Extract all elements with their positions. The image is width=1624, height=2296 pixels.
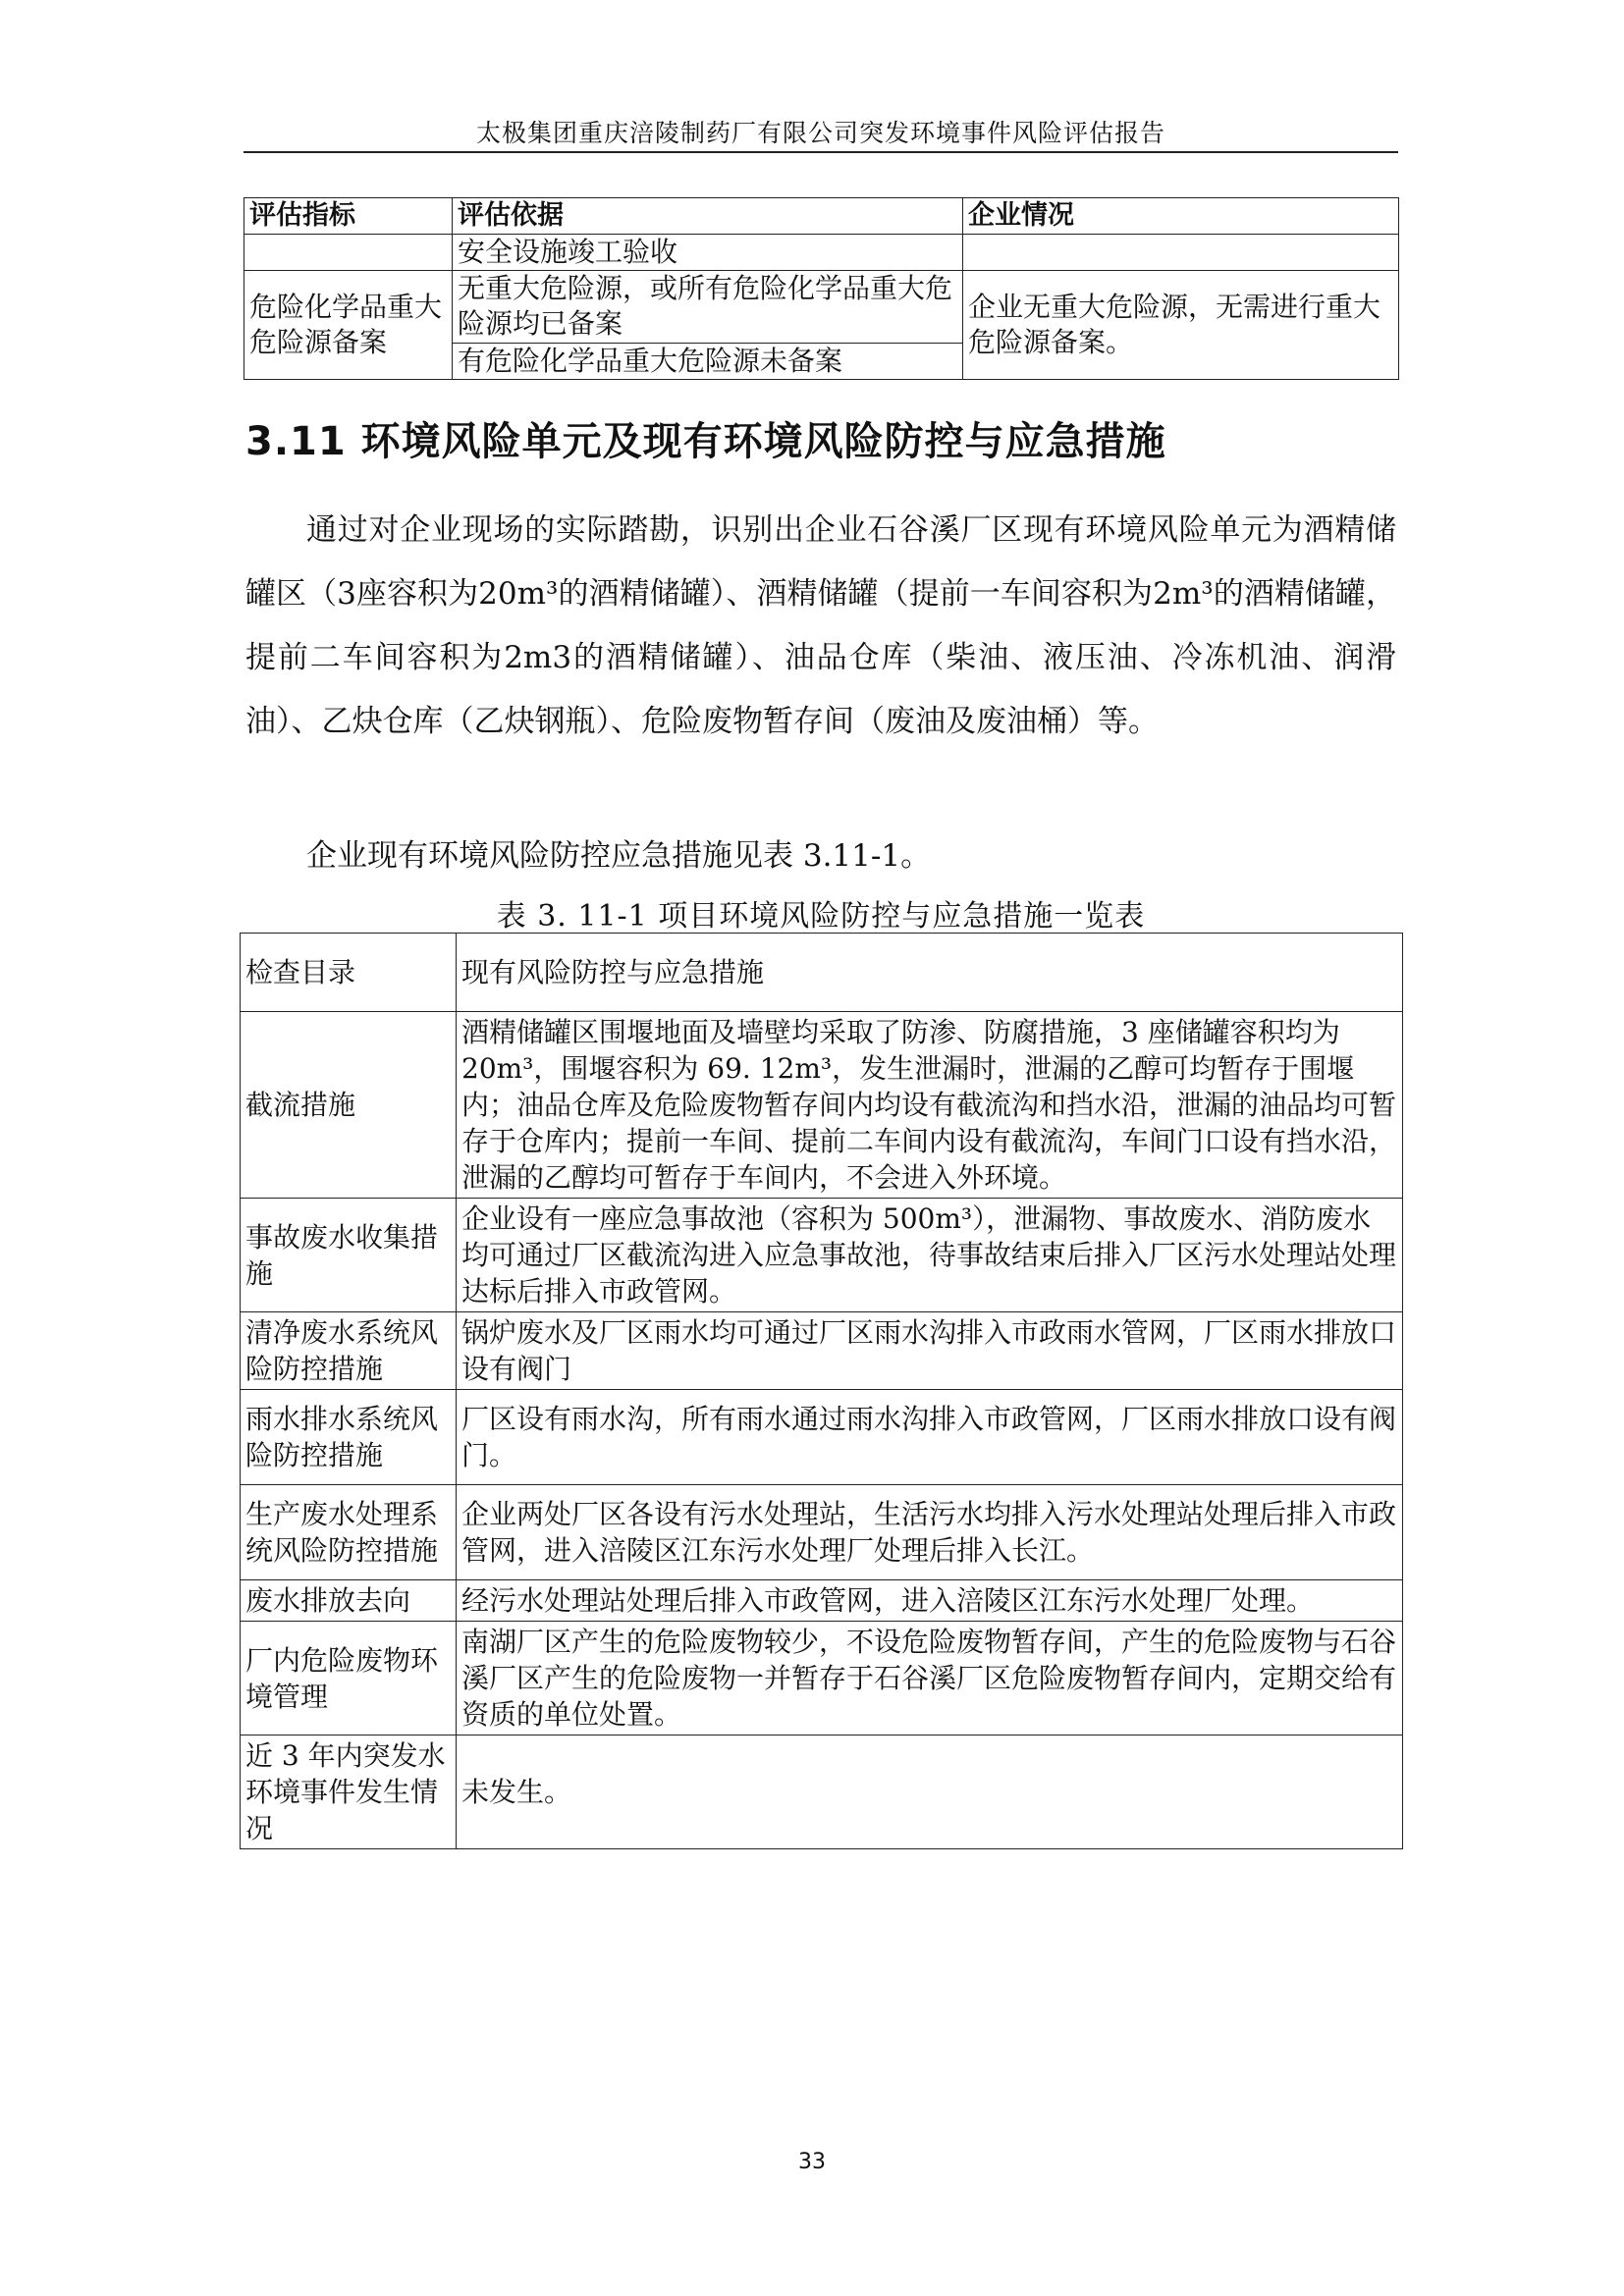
assessment-table-header [244,198,1399,235]
table-caption: 表 3. 11-1 项目环境风险防控与应急措施一览表 [496,899,1146,934]
table-row [241,1390,1403,1485]
body-paragraph: 企业现有环境风险防控应急措施见表 3.11-1。 [306,838,932,874]
table-cell [244,235,453,271]
page-number: 33 [798,2150,826,2174]
table-cell: 安全设施竣工验收 [453,235,963,271]
table-row [241,1580,1403,1622]
table-row-measure: 未发生。 [457,1735,1403,1849]
table-row-measure: 南湖厂区产生的危险废物较少，不设危险废物暂存间，产生的危险废物与石谷溪厂区产生的危险废物一并暂存于石谷溪厂区危险废物暂存间内，定期交给有资质的单位处置。 [457,1622,1403,1735]
table-cell: 有危险化学品重大危险源未备案 [453,343,963,379]
table-row-item: 废水排放去向 [241,1580,457,1622]
table-cell [963,235,1399,271]
table-row-measure: 厂区设有雨水沟，所有雨水通过雨水沟排入市政管网，厂区雨水排放口设有阀门。 [457,1390,1403,1485]
column-header: 现有风险防控与应急措施 [457,934,1403,1012]
table-row-measure: 企业设有一座应急事故池（容积为 500m³），泄漏物、事故废水、消防废水均可通过厂区截流沟进入应急事故池，待事故结束后排入厂区污水处理站处理达标后排入市政管网。 [457,1199,1403,1312]
table-row-item: 清净废水系统风险防控措施 [241,1312,457,1390]
header-title: 太极集团重庆涪陵制药厂有限公司突发环境事件风险评估报告 [475,119,1165,147]
table-row-measure: 企业两处厂区各设有污水处理站，生活污水均排入污水处理站处理后排入市政管网，进入涪陵区江东污水处理厂处理后排入长江。 [457,1485,1403,1580]
table-header-row [241,934,1403,1012]
table-row-item: 厂内危险废物环境管理 [241,1622,457,1735]
table-cell: 企业无重大危险源，无需进行重大危险源备案。 [963,271,1399,380]
section-heading: 3.11 环境风险单元及现有环境风险防控与应急措施 [245,419,1166,464]
table-row [241,1199,1403,1312]
column-header: 检查目录 [241,934,457,1012]
table-row [244,271,1399,344]
table-row [241,1312,1403,1390]
header-rule [244,151,1398,153]
table-row-item: 近 3 年内突发水环境事件发生情况 [241,1735,457,1849]
table-row [244,235,1399,271]
table-row [241,1485,1403,1580]
table-row-measure: 锅炉废水及厂区雨水均可通过厂区雨水沟排入市政雨水管网，厂区雨水排放口设有阀门 [457,1312,1403,1390]
table-row-item: 生产废水处理系统风险防控措施 [241,1485,457,1580]
column-header: 评估指标 [244,198,453,235]
table-row [241,1012,1403,1199]
assessment-table [244,197,1399,380]
column-header: 评估依据 [453,198,963,235]
body-paragraph: 通过对企业现场的实际踏勘，识别出企业石谷溪厂区现有环境风险单元为酒精储罐区（3座容积为20m³的酒精储罐）、酒精储罐（提前一车间容积为2m³的酒精储罐，提前二车间容积为2m3的酒精储罐）、油品仓库（柴油、液压油、冷冻机油、润滑油）、乙炔仓库（乙炔钢瓶）、危险废物暂存间（废油及废油桶）等。 [245,512,1396,739]
table-row-measure: 酒精储罐区围堰地面及墙壁均采取了防渗、防腐措施，3 座储罐容积均为 20m³，围堰容积为 69. 12m³，发生泄漏时，泄漏的乙醇可均暂存于围堰内；油品仓库及危险废物暂存间内均设有截流沟和挡水沿，泄漏的油品均可暂存于仓库内；提前一车间、提前二车间内设有截流沟，车间门口设有挡水沿，泄漏的乙醇均可暂存于车间内，不会进入外环境。 [457,1012,1403,1199]
table-row-measure: 经污水处理站处理后排入市政管网，进入涪陵区江东污水处理厂处理。 [457,1580,1403,1622]
table-row-item: 事故废水收集措施 [241,1199,457,1312]
table-row-item: 截流措施 [241,1012,457,1199]
table-row [241,1735,1403,1849]
column-header: 企业情况 [963,198,1399,235]
table-row [241,1622,1403,1735]
table-row-item: 雨水排水系统风险防控措施 [241,1390,457,1485]
table-cell: 危险化学品重大危险源备案 [244,271,453,380]
risk-measures-table [240,933,1403,1849]
table-cell: 无重大危险源，或所有危险化学品重大危险源均已备案 [453,271,963,344]
